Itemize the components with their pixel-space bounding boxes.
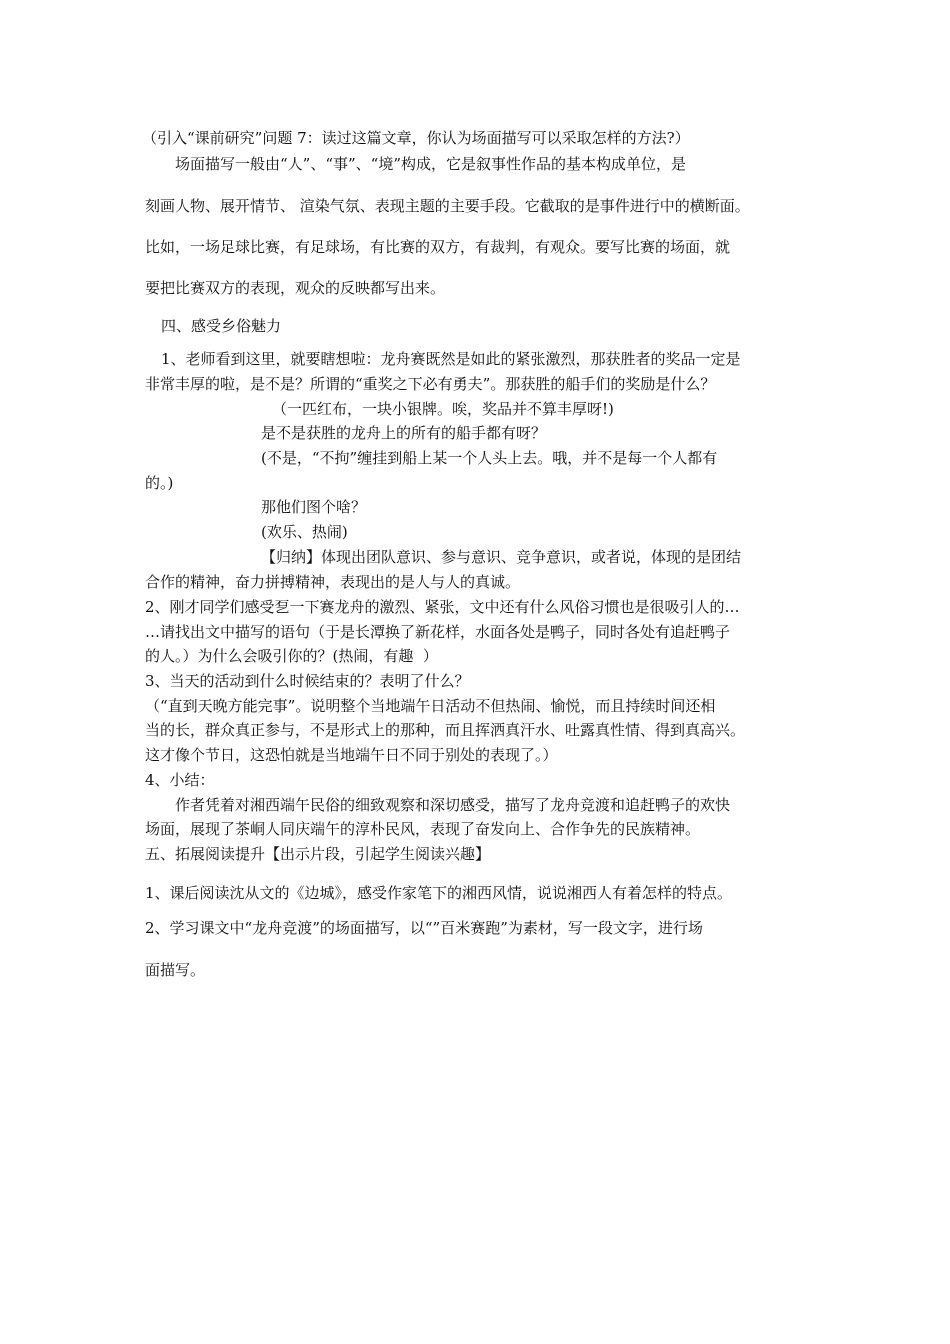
task-line: 2、学习课文中“龙舟竞渡”的场面描写，以“”百米赛跑”为素材，写一段文字，进行场 — [145, 919, 703, 937]
question-line: 的人。）为什么会吸引你的？(热闹，有趣 ） — [145, 647, 438, 665]
question-line: 那他们图个啥？ — [261, 498, 367, 516]
question-line: 1、老师看到这里，就要瞎想啦：龙舟赛既然是如此的紧张激烈，那获胜者的奖品一定是 — [161, 350, 741, 368]
answer-line: 这才像个节日，这恐怕就是当地端午日不同于别处的表现了。） — [145, 746, 558, 764]
section-heading: 四、感受乡俗魅力 — [161, 317, 282, 335]
paragraph-line: 要把比赛双方的表现，观众的反映都写出来。 — [145, 279, 446, 297]
answer-line: 当的长，群众真正参与，不是形式上的那种，而且挥洒真汗水、吐露真性情、得到真高兴。 — [145, 721, 746, 739]
question-line: 是不是获胜的龙舟上的所有的船手都有呀？ — [261, 424, 547, 442]
summary-line: 场面，展现了茶峒人同庆端午的淳朴民风，表现了奋发向上、合作争先的民族精神。 — [145, 820, 701, 838]
task-line: 1、课后阅读沈从文的《边城》，感受作家笔下的湘西风情，说说湘西人有着怎样的特点。 — [145, 884, 733, 902]
task-line: 面描写。 — [145, 961, 206, 979]
answer-line: （“直到天晚方能完事”。说明整个当地端午日活动不但热闹、愉悦，而且持续时间还相 — [145, 697, 716, 715]
question-line: 2、刚才同学们感受乭一下赛龙舟的激烈、紧张，文中还有什么风俗习惯也是很吸引人的… — [145, 598, 740, 616]
answer-line: (不是，“不拘”缠挂到船上某一个人头上去。哦，并不是每一个人都有 — [261, 449, 718, 467]
paragraph-line: 刻画人物、展开情节、 渲染气氛、表现主题的主要手段。它截取的是事件进行中的横断面。 — [145, 197, 750, 215]
summary-line: 【归纳】体现出团队意识、参与意识、竞争意识，或者说，体现的是团结 — [261, 548, 742, 566]
question-line: …请找出文中描写的语句（于是长潭换了新花样，水面各处是鸭子，同时各处有追赶鸭子 — [145, 623, 731, 641]
question-line: 4、小结： — [145, 771, 215, 789]
answer-line: （一匹红布，一块小银牌。唉，奖品并不算丰厚呀!) — [272, 400, 614, 418]
question-line: 3、当天的活动到什么时候结束的？表明了什么？ — [145, 672, 470, 690]
summary-line: 合作的精神，奋力拼搏精神，表现出的是人与人的真诚。 — [145, 573, 521, 591]
answer-line: 的。) — [145, 474, 174, 492]
section-heading: 五、拓展阅读提升【出示片段，引起学生阅读兴趣】 — [145, 845, 491, 863]
paragraph-line: 场面描写一般由“人”、“事”、“境”构成，它是叙事性作品的基本构成单位，是 — [175, 155, 687, 173]
paragraph-line: 比如，一场足球比赛，有足球场，有比赛的双方，有裁判，有观众。要写比赛的场面，就 — [145, 238, 731, 256]
question-line: 非常丰厚的啦，是不是？所谓的“重奖之下必有勇夫”。那获胜的船手们的奖励是什么？ — [145, 375, 716, 393]
intro-line: （引入“课前研究”问题 7：读过这篇文章，你认为场面描写可以采取怎样的方法?） — [142, 129, 690, 147]
summary-line: 作者凭着对湘西端午民俗的细致观察和深切感受，描写了龙舟竞渡和追赶鸭子的欢快 — [175, 796, 731, 814]
answer-line: (欢乐、热闹) — [261, 523, 348, 541]
